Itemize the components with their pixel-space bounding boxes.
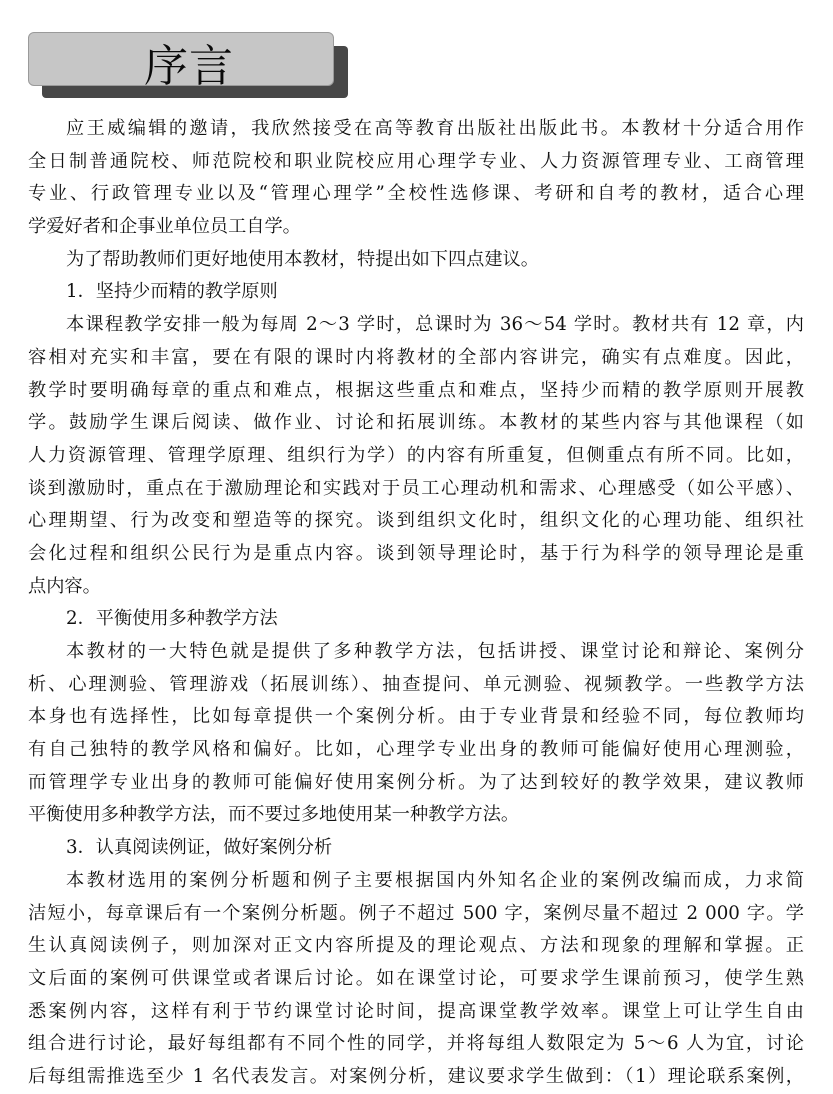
- text-line: 应王威编辑的邀请，我欣然接受在高等教育出版社出版此书。本教材十分适合用作: [66, 118, 804, 139]
- section-heading-3: 3．认真阅读例证，做好案例分析: [66, 837, 333, 859]
- text-line: 全日制普通院校、师范院校和职业院校应用心理学专业、人力资源管理专业、工商管理: [28, 150, 804, 172]
- text-line: 后每组需推选至少 1 名代表发言。对案例分析，建议要求学生做到：（1）理论联系案例，: [28, 1065, 804, 1087]
- text-line: 会化过程和组织公民行为是重点内容。谈到领导理论时，基于行为科学的领导理论是重: [28, 542, 804, 564]
- text-line: 洁短小，每章课后有一个案例分析题。例子不超过 500 字，案例尽量不超过 2 000 字。学: [28, 902, 804, 924]
- page-title: 序言: [144, 41, 234, 92]
- text-line: 谈到激励时，重点在于激励理论和实践对于员工心理动机和需求、心理感受（如公平感）、: [28, 477, 804, 499]
- text-line: 有自己独特的教学风格和偏好。比如，心理学专业出身的教师可能偏好使用心理测验，: [28, 739, 804, 761]
- text-line: 为了帮助教师们更好地使用本教材，特提出如下四点建议。: [66, 248, 539, 270]
- text-line: 文后面的案例可供课堂或者课后讨论。如在课堂讨论，可要求学生课前预习，使学生熟: [28, 967, 804, 989]
- text-line: 本教材的一大特色就是提供了多种教学方法，包括讲授、课堂讨论和辩论、案例分: [66, 641, 804, 662]
- section-heading-1: 1．坚持少而精的教学原则: [66, 281, 278, 303]
- text-line: 学。鼓励学生课后阅读、做作业、讨论和拓展训练。本教材的某些内容与其他课程（如: [28, 412, 804, 434]
- text-line: 心理期望、行为改变和塑造等的探究。谈到组织文化时，组织文化的心理功能、组织社: [28, 510, 804, 532]
- preface-title-banner: [28, 32, 352, 102]
- text-line: 而管理学专业出身的教师可能偏好使用案例分析。为了达到较好的教学效果，建议教师: [28, 771, 804, 793]
- text-line: 平衡使用多种教学方法，而不要过多地使用某一种教学方法。: [28, 804, 520, 826]
- text-line: 组合进行讨论，最好每组都有不同个性的同学，并将每组人数限定为 5～6 人为宜，讨论: [28, 1033, 804, 1055]
- text-line: 析、心理测验、管理游戏（拓展训练）、抽查提问、单元测验、视频教学。一些教学方法: [28, 673, 804, 695]
- text-line: 人力资源管理、管理学原理、组织行为学）的内容有所重复，但侧重点有所不同。比如，: [28, 444, 804, 466]
- text-line: 本身也有选择性，比如每章提供一个案例分析。由于专业背景和经验不同，每位教师均: [28, 706, 804, 728]
- text-line: 学爱好者和企事业单位员工自学。: [28, 216, 301, 238]
- text-line: 本课程教学安排一般为每周 2～3 学时，总课时为 36～54 学时。教材共有 12 章，内: [66, 314, 804, 336]
- section-heading-2: 2．平衡使用多种教学方法: [66, 608, 278, 630]
- text-line: 悉案例内容，这样有利于节约课堂讨论时间，提高课堂教学效率。课堂上可让学生自由: [28, 1000, 804, 1022]
- text-line: 点内容。: [28, 575, 101, 597]
- text-line: 本教材选用的案例分析题和例子主要根据国内外知名企业的案例改编而成，力求简: [66, 869, 804, 891]
- text-line: 专业、行政管理专业以及“管理心理学”全校性选修课、考研和自考的教材，适合心理: [28, 183, 804, 205]
- text-line: 教学时要明确每章的重点和难点，根据这些重点和难点，坚持少而精的教学原则开展教: [28, 379, 804, 401]
- text-line: 容相对充实和丰富，要在有限的课时内将教材的全部内容讲完，确实有点难度。因此，: [28, 346, 804, 368]
- text-line: 生认真阅读例子，则加深对正文内容所提及的理论观点、方法和现象的理解和掌握。正: [28, 935, 804, 957]
- preface-body: [28, 113, 804, 1094]
